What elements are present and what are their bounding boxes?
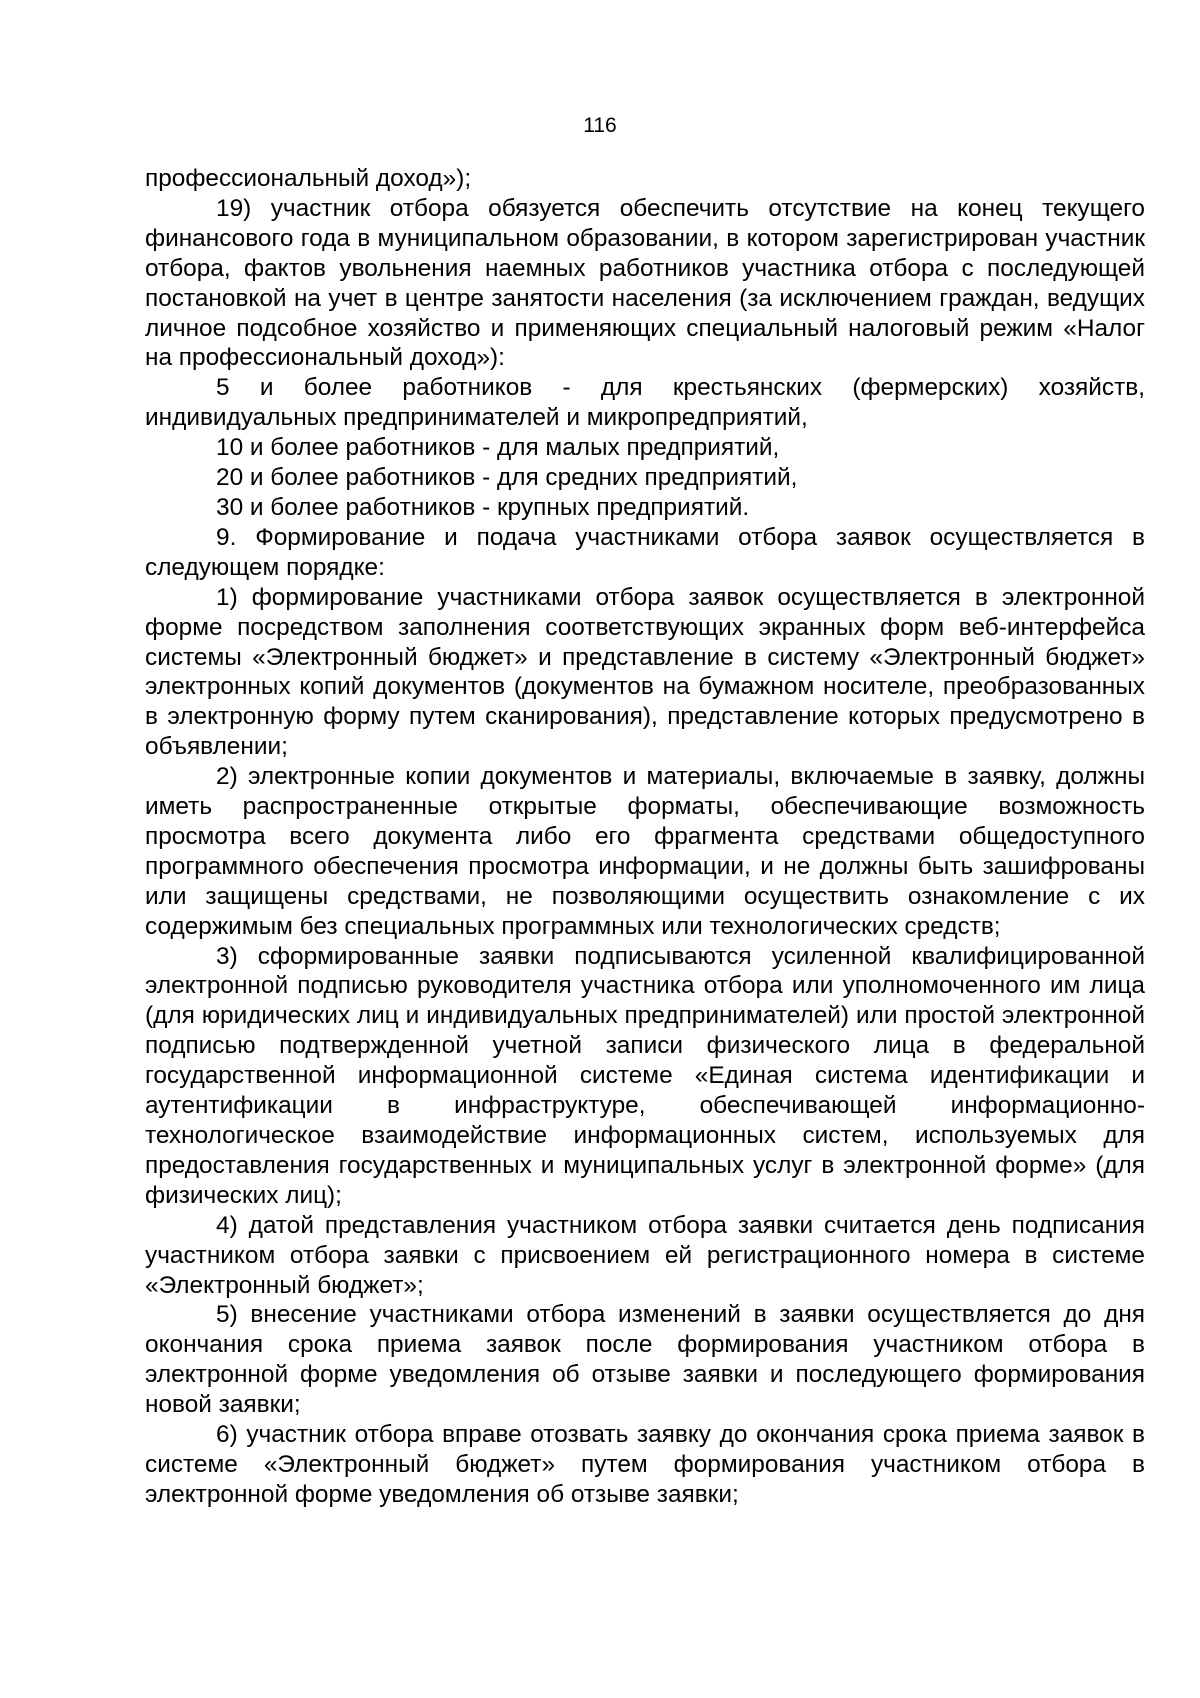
page-number: 116 (583, 114, 617, 137)
paragraph: 5) внесение участниками отбора изменений в заявки осуществляется до дня окончания срока приема заявок после формирования участником отбора в электронной форме уведомления об отзыве заявки и последующего формирования новой заявки; (145, 1301, 1145, 1419)
paragraph: 10 и более работников - для малых предприятий, (216, 434, 780, 462)
paragraph: 20 и более работников - для средних предприятий, (216, 464, 798, 492)
paragraph: 9. Формирование и подача участниками отбора заявок осуществляется в следующем порядке: (145, 523, 1145, 581)
paragraph: 4) датой представления участником отбора заявки считается день подписания участником отбора заявки с присвоением ей регистрационного номера в системе «Электронный бюджет»; (145, 1211, 1145, 1299)
paragraph: 2) электронные копии документов и материалы, включаемые в заявку, должны иметь распространенные открытые форматы, обеспечивающие возможность просмотра всего документа либо его фрагмента средствами общедоступного программного обеспечения просмотра информации, и не должны быть зашифрованы или защищены средствами, не позволяющими осуществить ознакомление с их содержимым без специальных программных или технологических средств; (145, 763, 1145, 940)
paragraph: 30 и более работников - крупных предприятий. (216, 493, 750, 521)
paragraph: 6) участник отбора вправе отозвать заявку до окончания срока приема заявок в системе «Электронный бюджет» путем формирования участником отбора в электронной форме уведомления об отзыве заявки; (145, 1421, 1145, 1508)
paragraph: 19) участник отбора обязуется обеспечить отсутствие на конец текущего финансового года в муниципальном образовании, в котором зарегистрирован участник отбора, фактов увольнения наемных работников участника отбора с последующей постановкой на учет в центре занятости населения (за исключением граждан, ведущих личное подсобное хозяйство и применяющих специальный налоговый режим «Налог на профессиональный доход»): (145, 194, 1145, 372)
paragraph: 1) формирование участниками отбора заявок осуществляется в электронной форме посредством заполнения соответствующих экранных форм веб-интерфейса системы «Электронный бюджет» и представление в систему «Электронный бюджет» электронных копий документов (документов на бумажном носителе, преобразованных в электронную форму путем сканирования), представление которых предусмотрено в объявлении; (145, 583, 1145, 761)
paragraph: 3) сформированные заявки подписываются усиленной квалифицированной электронной подписью руководителя участника отбора или уполномоченного им лица (для юридических лиц и индивидуальных предпринимателей) или простой электронной подписью подтвержденной учетной записи физического лица в федеральной государственной информационной системе «Единая система идентификации и аутентификации в инфраструктуре, обеспечивающей информационно-технологическое взаимодействие информационных систем, используемых для предоставления государственных и муниципальных услуг в электронной форме» (для физических лиц); (145, 942, 1145, 1209)
paragraph: 5 и более работников - для крестьянских (фермерских) хозяйств, индивидуальных предпринимателей и микропредприятий, (145, 374, 1145, 432)
paragraph: профессиональный доход»); (145, 165, 472, 192)
document-body (145, 164, 1145, 1510)
